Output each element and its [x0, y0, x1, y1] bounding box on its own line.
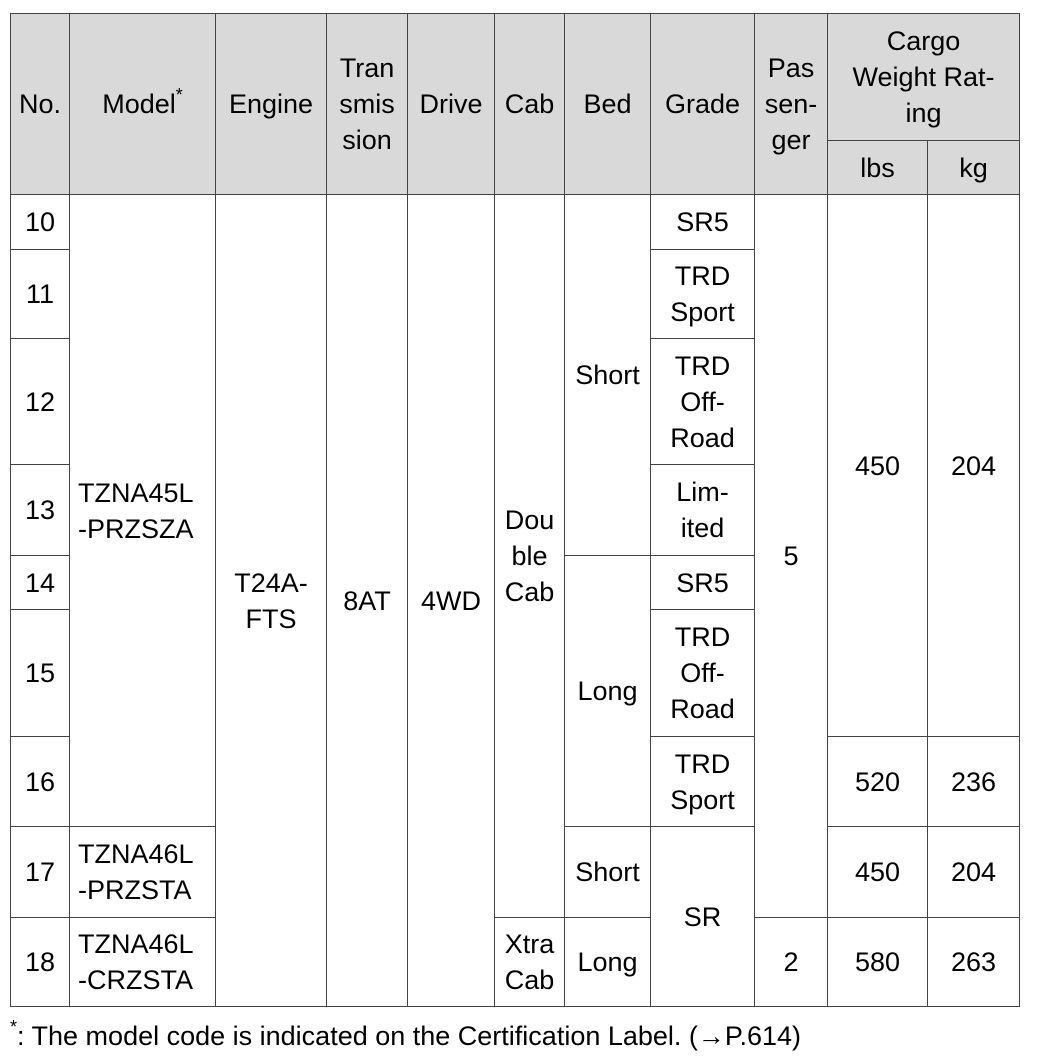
model-code-cell: TZNA45L -PRZSZA [70, 195, 216, 827]
grade-cell: SR5 [651, 195, 755, 250]
grade-cell: TRD Off- Road [651, 610, 755, 737]
row-number: 17 [11, 827, 70, 918]
cargo-lbs-cell: 520 [828, 737, 928, 827]
grade-cell: SR [651, 827, 755, 1007]
model-code-cell: TZNA46L -PRZSTA [70, 827, 216, 918]
header-bed: Bed [565, 14, 651, 195]
grade-cell: SR5 [651, 556, 755, 610]
transmission-cell: 8AT [327, 195, 408, 1007]
footnote-marker: * [10, 1017, 18, 1037]
header-model: Model* [70, 14, 216, 195]
cargo-kg-cell: 204 [928, 827, 1020, 918]
row-number: 18 [11, 918, 70, 1007]
cargo-kg-cell: 236 [928, 737, 1020, 827]
row-number: 15 [11, 610, 70, 737]
header-drive: Drive [408, 14, 495, 195]
header-cab: Cab [495, 14, 565, 195]
table-row [11, 195, 1020, 250]
header-kg: kg [928, 141, 1020, 195]
row-number: 13 [11, 465, 70, 556]
cargo-kg-cell: 263 [928, 918, 1020, 1007]
row-number: 12 [11, 339, 70, 465]
header-transmission: Tran smis sion [327, 14, 408, 195]
header-cargo-weight-rating: Cargo Weight Rat- ing [828, 14, 1020, 141]
header-lbs: lbs [828, 141, 928, 195]
bed-cell: Long [565, 918, 651, 1007]
bed-cell: Short [565, 827, 651, 918]
arrow-icon: → [697, 1021, 725, 1051]
footnote [10, 1018, 801, 1054]
grade-cell: TRD Sport [651, 737, 755, 827]
engine-cell: T24A- FTS [216, 195, 327, 1007]
bed-cell: Short [565, 195, 651, 556]
grade-cell: Lim- ited [651, 465, 755, 556]
table-row [11, 918, 1020, 1007]
header-grade: Grade [651, 14, 755, 195]
cab-cell: Xtra Cab [495, 918, 565, 1007]
cargo-weight-rating-table [10, 13, 1020, 1007]
cargo-lbs-cell: 450 [828, 827, 928, 918]
row-number: 16 [11, 737, 70, 827]
passenger-cell: 5 [755, 195, 828, 918]
cab-cell: Dou ble Cab [495, 195, 565, 918]
cargo-lbs-cell: 580 [828, 918, 928, 1007]
header-no: No. [11, 14, 70, 195]
footnote-text: : The model code is indicated on the Certification Label. ( [17, 1021, 698, 1051]
bed-cell: Long [565, 556, 651, 827]
row-number: 11 [11, 250, 70, 339]
cargo-kg-cell: 204 [928, 195, 1020, 737]
page-reference-link[interactable]: P.614) [724, 1021, 801, 1051]
model-code-cell: TZNA46L -CRZSTA [70, 918, 216, 1007]
drive-cell: 4WD [408, 195, 495, 1007]
row-number: 10 [11, 195, 70, 250]
header-engine: Engine [216, 14, 327, 195]
row-number: 14 [11, 556, 70, 610]
cargo-lbs-cell: 450 [828, 195, 928, 737]
grade-cell: TRD Sport [651, 250, 755, 339]
footnote-marker: * [175, 85, 183, 105]
passenger-cell: 2 [755, 918, 828, 1007]
grade-cell: TRD Off- Road [651, 339, 755, 465]
header-passenger: Pas sen- ger [755, 14, 828, 195]
